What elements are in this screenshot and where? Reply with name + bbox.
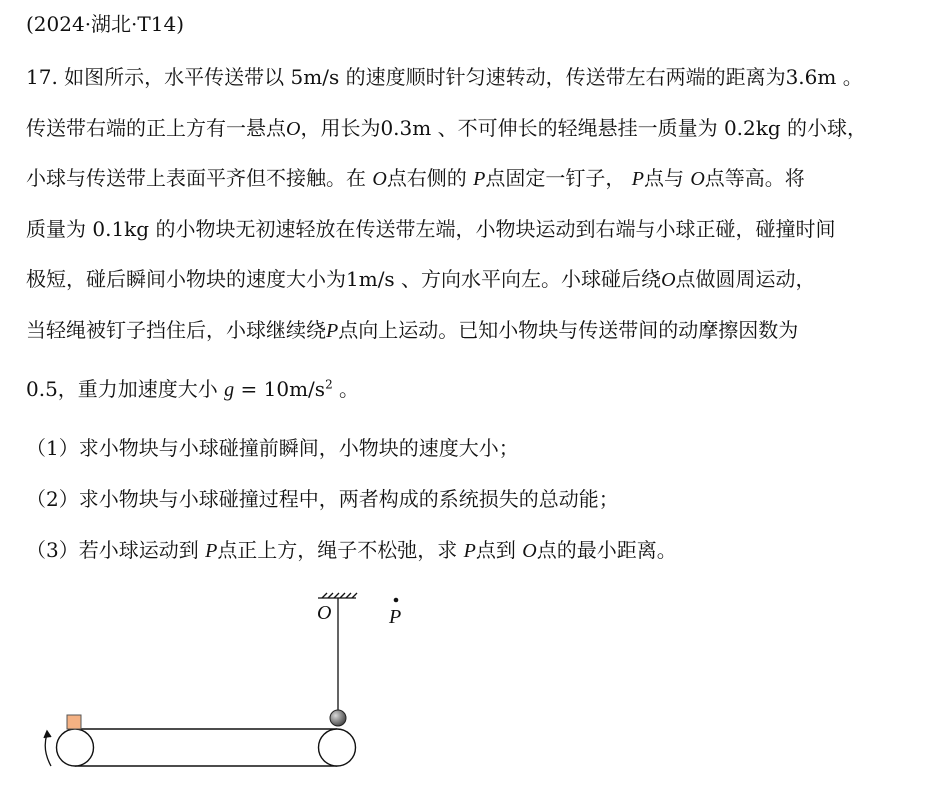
problem-line-1 [26,65,863,89]
question-text: 点到 [475,538,516,562]
var-O: O [661,269,676,291]
question-text: 点正上方，绳子不松弛，求 [217,538,458,562]
text-segment: = 10m/s [234,377,326,401]
var-P: P [326,320,339,342]
text-segment: 当轻绳被钉子挡住后，小球继续绕 [26,318,326,342]
label-P: P [389,606,402,628]
var-P: P [631,168,644,190]
text-segment: 极短，碰后瞬间小物块的速度大小为1m/s 、方向水平向左。小球碰后绕 [26,267,662,291]
conveyor-figure [0,580,420,805]
question-text: （3）若小球运动到 [26,538,199,562]
var-O: O [690,168,705,190]
var-O: O [372,168,387,190]
question-3 [26,538,677,563]
label-O: O [317,602,332,624]
ceiling-support [318,593,357,598]
rotation-arrow-icon [44,731,51,766]
source-text: (2024·湖北·T14) [26,12,185,36]
text-segment: 质量为 0.1kg 的小物块无初速轻放在传送带左端，小物块运动到右端与小球正碰，碰撞时间 [26,217,836,241]
question-text: （1）求小物块与小球碰撞前瞬间，小物块的速度大小； [26,436,519,460]
var-P: P [463,540,476,562]
small-ball [330,710,346,726]
question-1 [26,436,519,460]
text-segment: 。 [332,377,360,401]
conveyor-belt [57,729,356,766]
question-text: 点的最小距离。 [536,538,677,562]
text-segment: 点等高。将 [704,166,805,190]
text-segment: ，用长为0.3m 、不可伸长的轻绳悬挂一质量为 0.2kg 的小球， [300,116,868,140]
text-segment: 点固定一钉子， [485,166,626,190]
text-segment: 点做圆周运动， [675,267,816,291]
small-block [67,715,81,729]
var-P: P [205,540,218,562]
text-segment: 17. 如图所示，水平传送带以 5m/s 的速度顺时针匀速转动，传送带左右两端的距离为3.6m 。 [26,65,863,89]
problem-line-5 [26,267,816,292]
text-segment: 点与 [643,166,684,190]
text-segment: 传送带右端的正上方有一悬点 [26,116,286,140]
var-g: g [224,379,235,401]
problem-line-2 [26,116,867,141]
var-O: O [286,118,301,140]
problem-line-7 [26,377,359,402]
source-header [26,12,184,36]
text-segment: 0.5，重力加速度大小 [26,377,218,401]
var-P: P [473,168,486,190]
problem-line-3 [26,166,805,191]
var-O: O [522,540,537,562]
text-segment: 点向上运动。已知小物块与传送带间的动摩擦因数为 [338,318,799,342]
exponent: 2 [325,377,333,392]
nail-P-dot [394,598,399,603]
problem-line-6 [26,318,798,343]
text-segment: 点右侧的 [386,166,467,190]
question-2 [26,487,619,511]
question-text: （2）求小物块与小球碰撞过程中，两者构成的系统损失的总动能； [26,487,619,511]
text-segment: 小球与传送带上表面平齐但不接触。在 [26,166,366,190]
problem-line-4 [26,217,835,241]
